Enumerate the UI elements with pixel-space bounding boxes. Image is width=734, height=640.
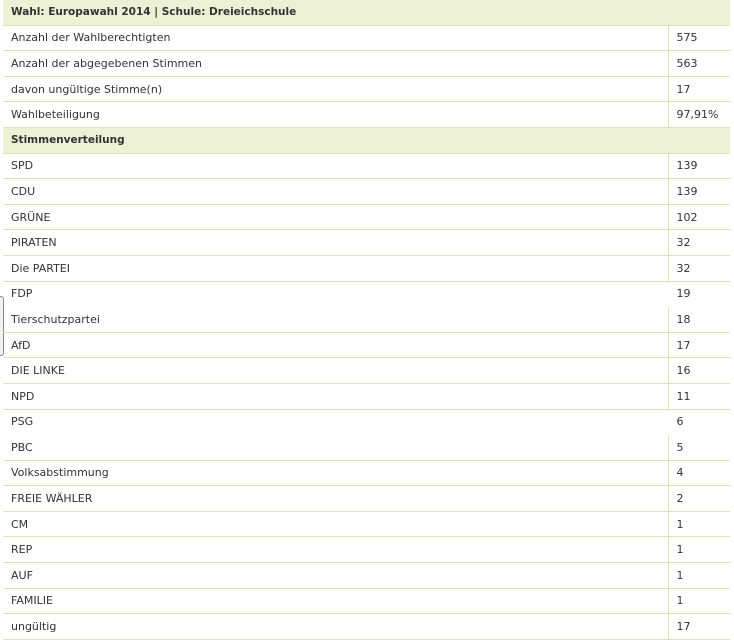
party-row [3, 588, 730, 614]
party-votes: 16 [668, 358, 730, 384]
party-name: CDU [3, 179, 668, 205]
party-votes: 102 [668, 204, 730, 230]
party-name: AfD [3, 332, 668, 358]
party-row [3, 409, 730, 435]
party-name: Volksabstimmung [3, 460, 668, 486]
party-votes: 11 [668, 383, 730, 409]
party-votes: 2 [668, 486, 730, 512]
summary-value: 97,91% [668, 102, 730, 128]
party-votes: 1 [668, 588, 730, 614]
party-votes: 1 [668, 563, 730, 589]
party-name: CM [3, 511, 668, 537]
election-title: Wahl: Europawahl 2014 | Schule: Dreieichschule [3, 0, 730, 25]
summary-row [3, 102, 730, 128]
summary-label: Anzahl der abgegebenen Stimmen [3, 51, 668, 77]
summary-value: 17 [668, 76, 730, 102]
party-name: FDP [11, 287, 33, 301]
party-votes: 1 [668, 537, 730, 563]
party-name: SPD [3, 153, 668, 179]
party-row [3, 179, 730, 205]
party-row [3, 460, 730, 486]
party-name: DIE LINKE [3, 358, 668, 384]
party-name: FAMILIE [3, 588, 668, 614]
party-votes: 139 [668, 179, 730, 205]
party-row [3, 332, 730, 358]
party-votes: 4 [668, 460, 730, 486]
party-votes: 17 [668, 614, 730, 640]
party-votes: 6 [676, 415, 684, 429]
summary-label: Anzahl der Wahlberechtigten [3, 25, 668, 51]
party-name: Die PARTEI [3, 255, 668, 281]
election-header-row [3, 0, 730, 25]
results-body [3, 0, 730, 639]
party-votes: 32 [668, 255, 730, 281]
party-row [3, 563, 730, 589]
party-name: PBC [3, 435, 668, 461]
party-votes: 17 [668, 332, 730, 358]
party-votes: 32 [668, 230, 730, 256]
party-row [3, 255, 730, 281]
party-votes: 139 [668, 153, 730, 179]
party-name: REP [3, 537, 668, 563]
distribution-header-row [3, 127, 730, 153]
party-name: Tierschutzpartei [3, 307, 668, 333]
party-row [3, 281, 730, 307]
party-name: FREIE WÄHLER [3, 486, 668, 512]
party-name: GRÜNE [3, 204, 668, 230]
party-row [3, 537, 730, 563]
party-votes: 5 [668, 435, 730, 461]
party-row [3, 358, 730, 384]
summary-row [3, 51, 730, 77]
party-name: ungültig [3, 614, 668, 640]
party-row [3, 383, 730, 409]
party-row [3, 230, 730, 256]
party-votes: 18 [668, 307, 730, 333]
party-row [3, 511, 730, 537]
summary-value: 575 [668, 25, 730, 51]
results-table [3, 0, 730, 640]
summary-label: Wahlbeteiligung [3, 102, 668, 128]
party-votes: 1 [668, 511, 730, 537]
summary-row [3, 76, 730, 102]
summary-row [3, 25, 730, 51]
summary-value: 563 [668, 51, 730, 77]
summary-label: davon ungültige Stimme(n) [3, 76, 668, 102]
distribution-title: Stimmenverteilung [3, 127, 730, 153]
party-row [3, 204, 730, 230]
party-votes: 19 [676, 287, 691, 301]
party-row [3, 307, 730, 333]
party-name: NPD [3, 383, 668, 409]
party-row [3, 153, 730, 179]
party-name: PSG [11, 415, 34, 429]
party-row [3, 486, 730, 512]
party-row [3, 435, 730, 461]
party-name: AUF [3, 563, 668, 589]
party-name: PIRATEN [3, 230, 668, 256]
